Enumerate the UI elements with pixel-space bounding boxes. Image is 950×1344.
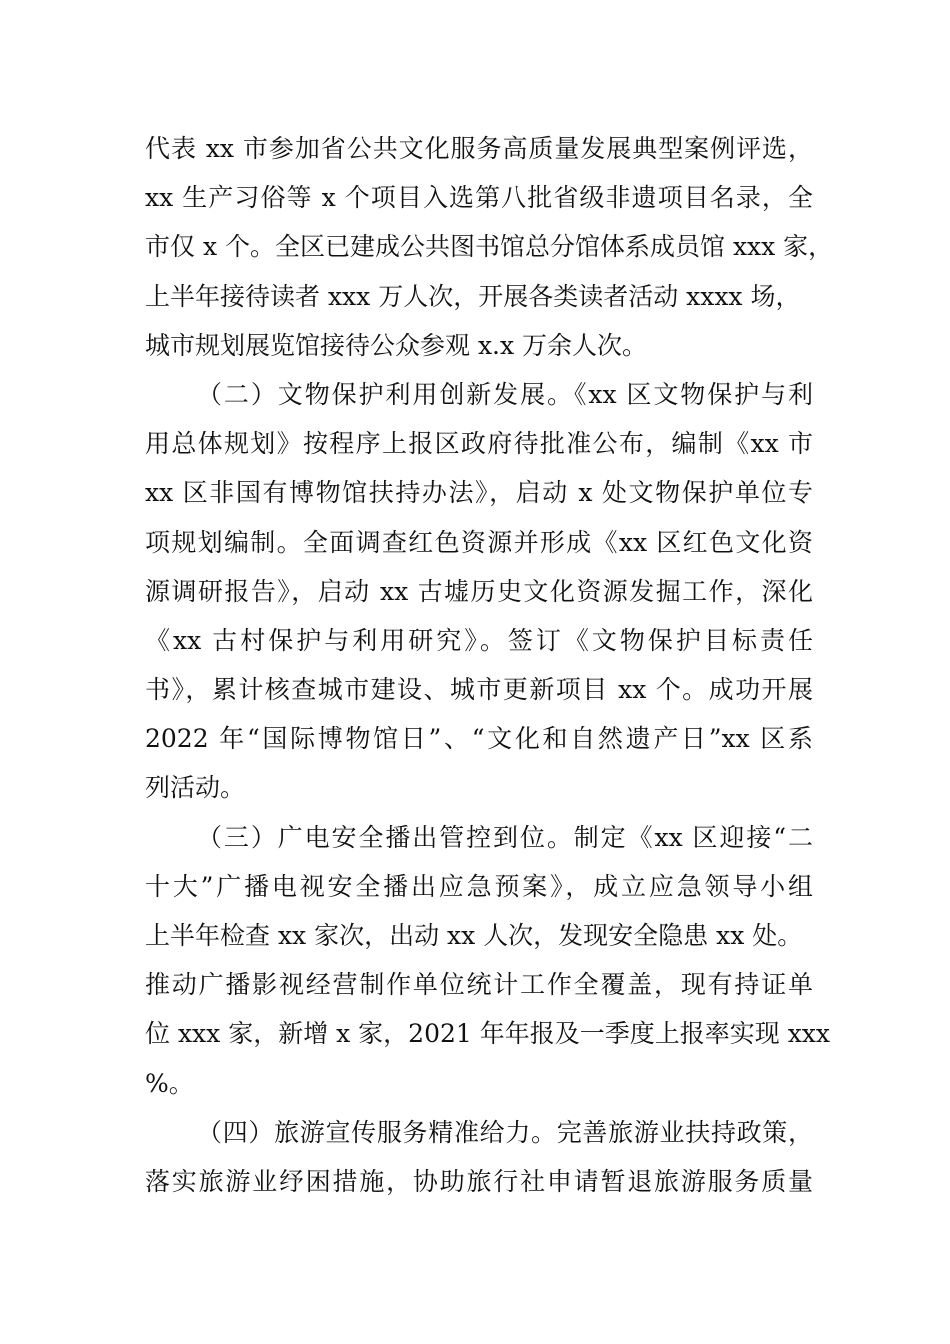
text-line: 市仅 x 个。全区已建成公共图书馆总分馆体系成员馆 xxx 家，	[145, 232, 834, 262]
text-line: xx 区非国有博物馆扶持办法》，启动 x 处文物保护单位专	[145, 478, 813, 508]
text-line: 《xx 古村保护与利用研究》。签订《文物保护目标责任	[145, 625, 813, 655]
text-line: 落实旅游业纾困措施，协助旅行社申请暂退旅游服务质量	[145, 1166, 813, 1196]
text-line: 城市规划展览馆接待公众参观 x.x 万余人次。	[145, 330, 648, 360]
text-line: 用总体规划》按程序上报区政府待批准公布，编制《xx 市	[145, 429, 813, 459]
section-heading-line: （四）旅游宣传服务精准给力。完善旅游业扶持政策，	[197, 1117, 813, 1147]
text-line: xx 生产习俗等 x 个项目入选第八批省级非遗项目名录，全	[145, 183, 813, 213]
section-heading-line: （二）文物保护利用创新发展。《xx 区文物保护与利	[197, 379, 813, 409]
text-line: 2022 年“国际博物馆日”、“文化和自然遗产日”xx 区系	[145, 724, 813, 754]
text-line: 源调研报告》，启动 xx 古墟历史文化资源发掘工作，深化	[145, 576, 813, 606]
text-line: 列活动。	[145, 773, 246, 803]
text-line: 上半年检查 xx 家次，出动 xx 人次，发现安全隐患 xx 处。	[145, 921, 803, 950]
text-line: 书》，累计核查城市建设、城市更新项目 xx 个。成功开展	[145, 675, 813, 705]
text-line: 推动广播影视经营制作单位统计工作全覆盖，现有持证单	[145, 970, 813, 1000]
text-line: 项规划编制。全面调查红色资源并形成《xx 区红色文化资	[145, 527, 813, 557]
text-line: 代表 xx 市参加省公共文化服务高质量发展典型案例评选，	[145, 134, 813, 163]
text-line: %。	[145, 1068, 194, 1098]
text-line: 十大”广播电视安全播出应急预案》，成立应急领导小组	[145, 871, 813, 901]
text-line: 上半年接待读者 xxx 万人次，开展各类读者活动 xxxx 场，	[145, 281, 801, 311]
section-heading-line: （三）广电安全播出管控到位。制定《xx 区迎接“二	[197, 822, 813, 852]
document-body	[145, 124, 834, 1206]
text-line: 位 xxx 家，新增 x 家，2021 年年报及一季度上报率实现 xxx	[145, 1019, 830, 1049]
